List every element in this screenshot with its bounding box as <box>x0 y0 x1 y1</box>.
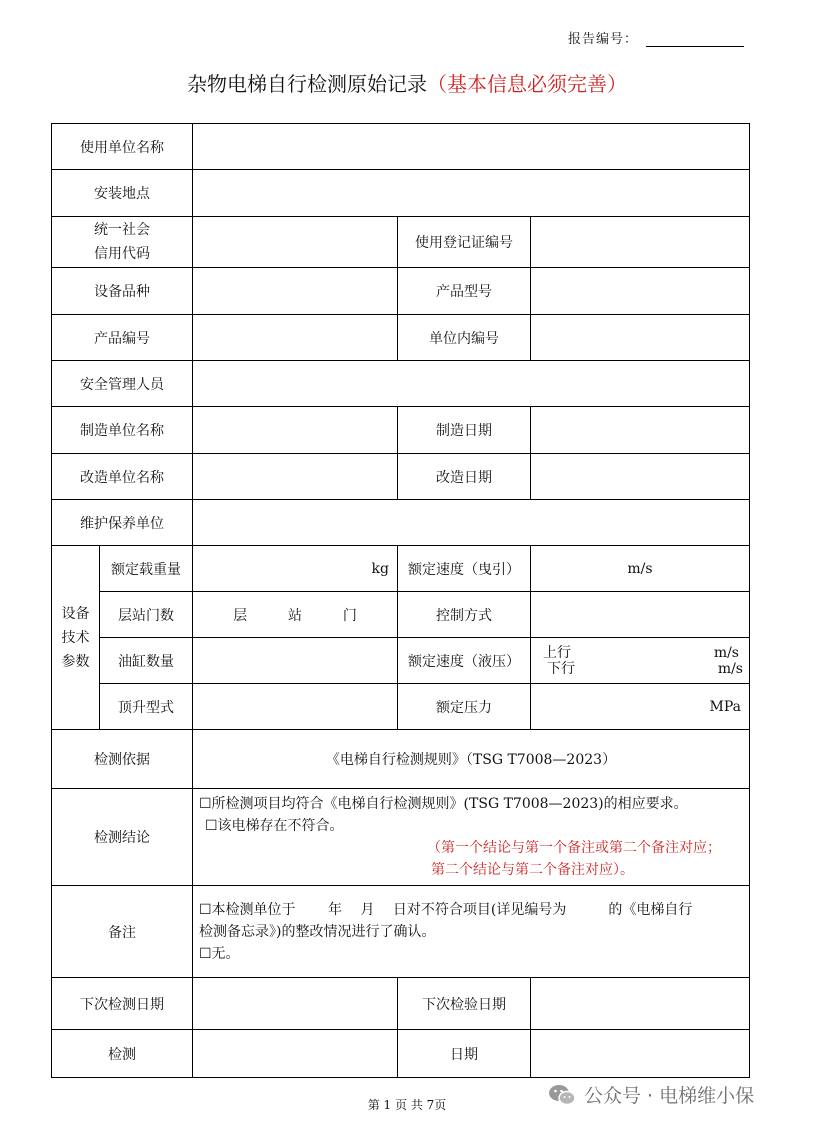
speed-up-unit: m/s <box>713 644 739 661</box>
tested-by-field[interactable] <box>193 1030 398 1078</box>
pressure-unit: MPa <box>709 698 741 715</box>
floor-unit: 层 <box>233 607 248 624</box>
reg-cert-label: 使用登记证编号 <box>398 217 531 268</box>
rated-load-unit: kg <box>371 560 389 577</box>
product-no-field[interactable] <box>193 315 398 361</box>
control-mode-field[interactable] <box>531 592 750 638</box>
report-number-label: 报告编号： <box>568 32 639 47</box>
rated-pressure-label: 额定压力 <box>398 684 531 730</box>
basis-value: 《电梯自行检测规则》（TSG T7008—2023） <box>193 730 750 789</box>
equipment-type-label: 设备品种 <box>52 268 193 315</box>
user-unit-label: 使用单位名称 <box>52 124 193 170</box>
control-mode-label: 控制方式 <box>398 592 531 638</box>
watermark-text: 公众号 · 电梯维小保 <box>584 1085 755 1107</box>
rated-speed-traction-field[interactable] <box>531 546 750 592</box>
rated-speed-hydraulic-label: 额定速度（液压） <box>398 638 531 684</box>
conclusion-option-2[interactable]: ☐该电梯存在不符合。 <box>205 818 344 834</box>
internal-no-label: 单位内编号 <box>398 315 531 361</box>
lift-type-field[interactable] <box>193 684 398 730</box>
speed-unit: m/s <box>627 560 653 577</box>
remarks-option-2[interactable]: ☐无。 <box>199 945 240 962</box>
maintenance-unit-label: 维护保养单位 <box>52 500 193 546</box>
speed-down-label: 下行 <box>547 660 575 677</box>
station-unit: 站 <box>288 607 302 624</box>
modify-date-field[interactable] <box>531 454 750 500</box>
credit-code-label-line1: 统一社会 <box>94 222 150 238</box>
wechat-icon <box>548 1083 576 1107</box>
install-site-label: 安装地点 <box>52 170 193 217</box>
cylinder-count-field[interactable] <box>193 638 398 684</box>
lift-type-label: 顶升型式 <box>100 684 193 730</box>
manufacturer-field[interactable] <box>193 407 398 454</box>
conclusion-label: 检测结论 <box>52 789 193 886</box>
date-label: 日期 <box>398 1030 531 1078</box>
remarks-line-2: 检测备忘录》)的整改情况进行了确认。 <box>199 923 436 940</box>
manufacture-date-field[interactable] <box>531 407 750 454</box>
params-group-line3: 参数 <box>61 653 90 670</box>
maintenance-unit-field[interactable] <box>193 500 750 546</box>
conclusion-note-1: （第一个结论与第一个备注或第二个备注对应； <box>427 840 721 856</box>
conclusion-option-1[interactable]: ☐所检测项目均符合《电梯自行检测规则》(TSG T7008—2023)的相应要求。 <box>199 796 688 812</box>
speed-down-unit: m/s <box>717 660 743 677</box>
title-note: （基本信息必须完善） <box>427 72 627 96</box>
modifier-field[interactable] <box>193 454 398 500</box>
rated-load-field[interactable] <box>193 546 398 592</box>
next-inspection-date-field[interactable] <box>531 978 750 1030</box>
conclusion-field <box>193 789 750 886</box>
watermark <box>548 1081 754 1108</box>
floors-stations-label: 层站门数 <box>100 592 193 638</box>
credit-code-label-line2: 信用代码 <box>94 246 150 262</box>
rated-speed-hydraulic-field[interactable] <box>531 638 750 684</box>
speed-up-label: 上行 <box>543 644 571 661</box>
speed-up-row <box>535 645 745 661</box>
tested-by-label: 检测 <box>52 1030 193 1078</box>
title-main: 杂物电梯自行检测原始记录 <box>187 72 427 96</box>
params-group-line1: 设备 <box>61 605 90 622</box>
reg-cert-field[interactable] <box>531 217 750 268</box>
next-test-date-label: 下次检测日期 <box>52 978 193 1030</box>
safety-manager-field[interactable] <box>193 361 750 407</box>
basis-label: 检测依据 <box>52 730 193 789</box>
credit-code-label <box>52 217 193 268</box>
conclusion-note-2: 第二个结论与第二个备注对应）。 <box>431 862 634 878</box>
params-group-line2: 技术 <box>61 629 90 646</box>
remarks-field <box>193 886 750 978</box>
install-site-field[interactable] <box>193 170 750 217</box>
product-model-field[interactable] <box>531 268 750 315</box>
report-number <box>568 28 744 47</box>
user-unit-field[interactable] <box>193 124 750 170</box>
report-number-field[interactable] <box>646 32 744 47</box>
date-field[interactable] <box>531 1030 750 1078</box>
remarks-label: 备注 <box>52 886 193 978</box>
params-group-label <box>52 546 100 730</box>
manufacture-date-label: 制造日期 <box>398 407 531 454</box>
door-unit: 门 <box>342 607 357 624</box>
product-no-label: 产品编号 <box>52 315 193 361</box>
cylinder-count-label: 油缸数量 <box>100 638 193 684</box>
rated-pressure-field[interactable] <box>531 684 750 730</box>
equipment-type-field[interactable] <box>193 268 398 315</box>
manufacturer-label: 制造单位名称 <box>52 407 193 454</box>
safety-manager-label: 安全管理人员 <box>52 361 193 407</box>
speed-down-row <box>535 661 745 677</box>
page-footer: 第 1 页 共 7页 <box>367 1098 447 1112</box>
rated-load-label: 额定载重量 <box>100 546 193 592</box>
page-title <box>0 68 814 97</box>
modify-date-label: 改造日期 <box>398 454 531 500</box>
next-test-date-field[interactable] <box>193 978 398 1030</box>
modifier-label: 改造单位名称 <box>52 454 193 500</box>
floors-stations-field[interactable] <box>193 592 398 638</box>
rated-speed-traction-label: 额定速度（曳引） <box>398 546 531 592</box>
remarks-option-1[interactable]: ☐本检测单位于 年 月 日对不符合项目(详见编号为 的《电梯自行 <box>199 901 693 918</box>
next-inspection-date-label: 下次检验日期 <box>398 978 531 1030</box>
record-form-table <box>51 123 750 1078</box>
product-model-label: 产品型号 <box>398 268 531 315</box>
credit-code-field[interactable] <box>193 217 398 268</box>
internal-no-field[interactable] <box>531 315 750 361</box>
